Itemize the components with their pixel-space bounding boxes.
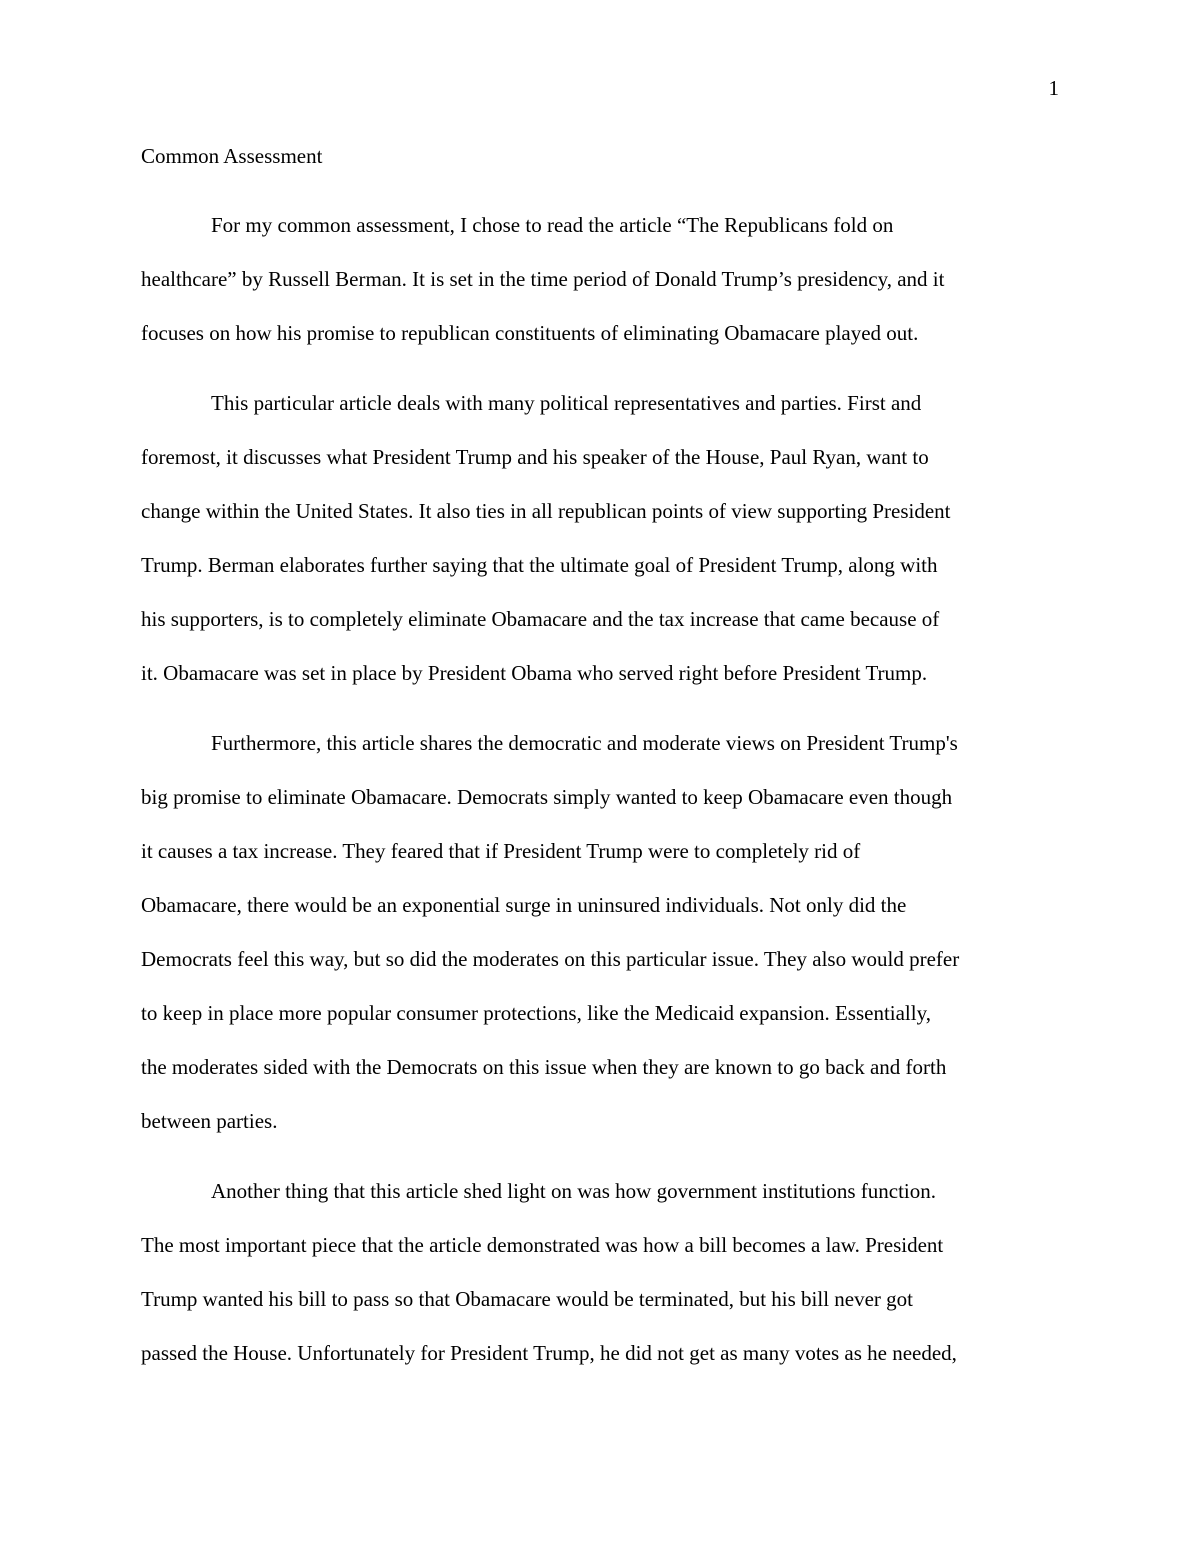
paragraph-1-line-1: For my common assessment, I chose to read the article “The Republicans fold on (211, 213, 894, 237)
paragraph-1-line-2: healthcare” by Russell Berman. It is set in the time period of Donald Trump’s presidency, and it (141, 267, 945, 291)
paragraph-3-line-3: it causes a tax increase. They feared that if President Trump were to completely rid of (141, 839, 861, 863)
paragraph-2-line-5: his supporters, is to completely eliminate Obamacare and the tax increase that came because of (141, 607, 940, 631)
paragraph-3-line-1: Furthermore, this article shares the democratic and moderate views on President Trump's (211, 731, 958, 755)
paragraph-2-line-1: This particular article deals with many political representatives and parties. First and (211, 391, 922, 415)
paragraph-3-line-2: big promise to eliminate Obamacare. Democrats simply wanted to keep Obamacare even though (141, 785, 953, 809)
paragraph-3-line-8: between parties. (141, 1109, 278, 1133)
paragraph-1-line-3: focuses on how his promise to republican constituents of eliminating Obamacare played out. (141, 321, 919, 345)
document-title: Common Assessment (141, 144, 323, 168)
paragraph-2-line-6: it. Obamacare was set in place by President Obama who served right before President Trump. (141, 661, 928, 685)
paragraph-4-line-1: Another thing that this article shed light on was how government institutions function. (211, 1179, 936, 1203)
paragraph-3-line-7: the moderates sided with the Democrats on this issue when they are known to go back and forth (141, 1055, 947, 1079)
paragraph-3-line-4: Obamacare, there would be an exponential surge in uninsured individuals. Not only did the (141, 893, 907, 917)
paragraph-2-line-2: foremost, it discusses what President Trump and his speaker of the House, Paul Ryan, want to (141, 445, 929, 469)
paragraph-4-line-4: passed the House. Unfortunately for President Trump, he did not get as many votes as he needed, (141, 1341, 957, 1365)
paragraph-2-line-4: Trump. Berman elaborates further saying that the ultimate goal of President Trump, along with (141, 553, 938, 577)
paragraph-4-line-3: Trump wanted his bill to pass so that Obamacare would be terminated, but his bill never got (141, 1287, 914, 1311)
paragraph-3-line-5: Democrats feel this way, but so did the moderates on this particular issue. They also would prefer (141, 947, 960, 971)
paragraph-4-line-2: The most important piece that the article demonstrated was how a bill becomes a law. President (141, 1233, 944, 1257)
page-number: 1 (1048, 76, 1059, 100)
paragraph-3-line-6: to keep in place more popular consumer protections, like the Medicaid expansion. Essentially, (141, 1001, 931, 1025)
paragraph-2-line-3: change within the United States. It also ties in all republican points of view supporting President (141, 499, 951, 523)
